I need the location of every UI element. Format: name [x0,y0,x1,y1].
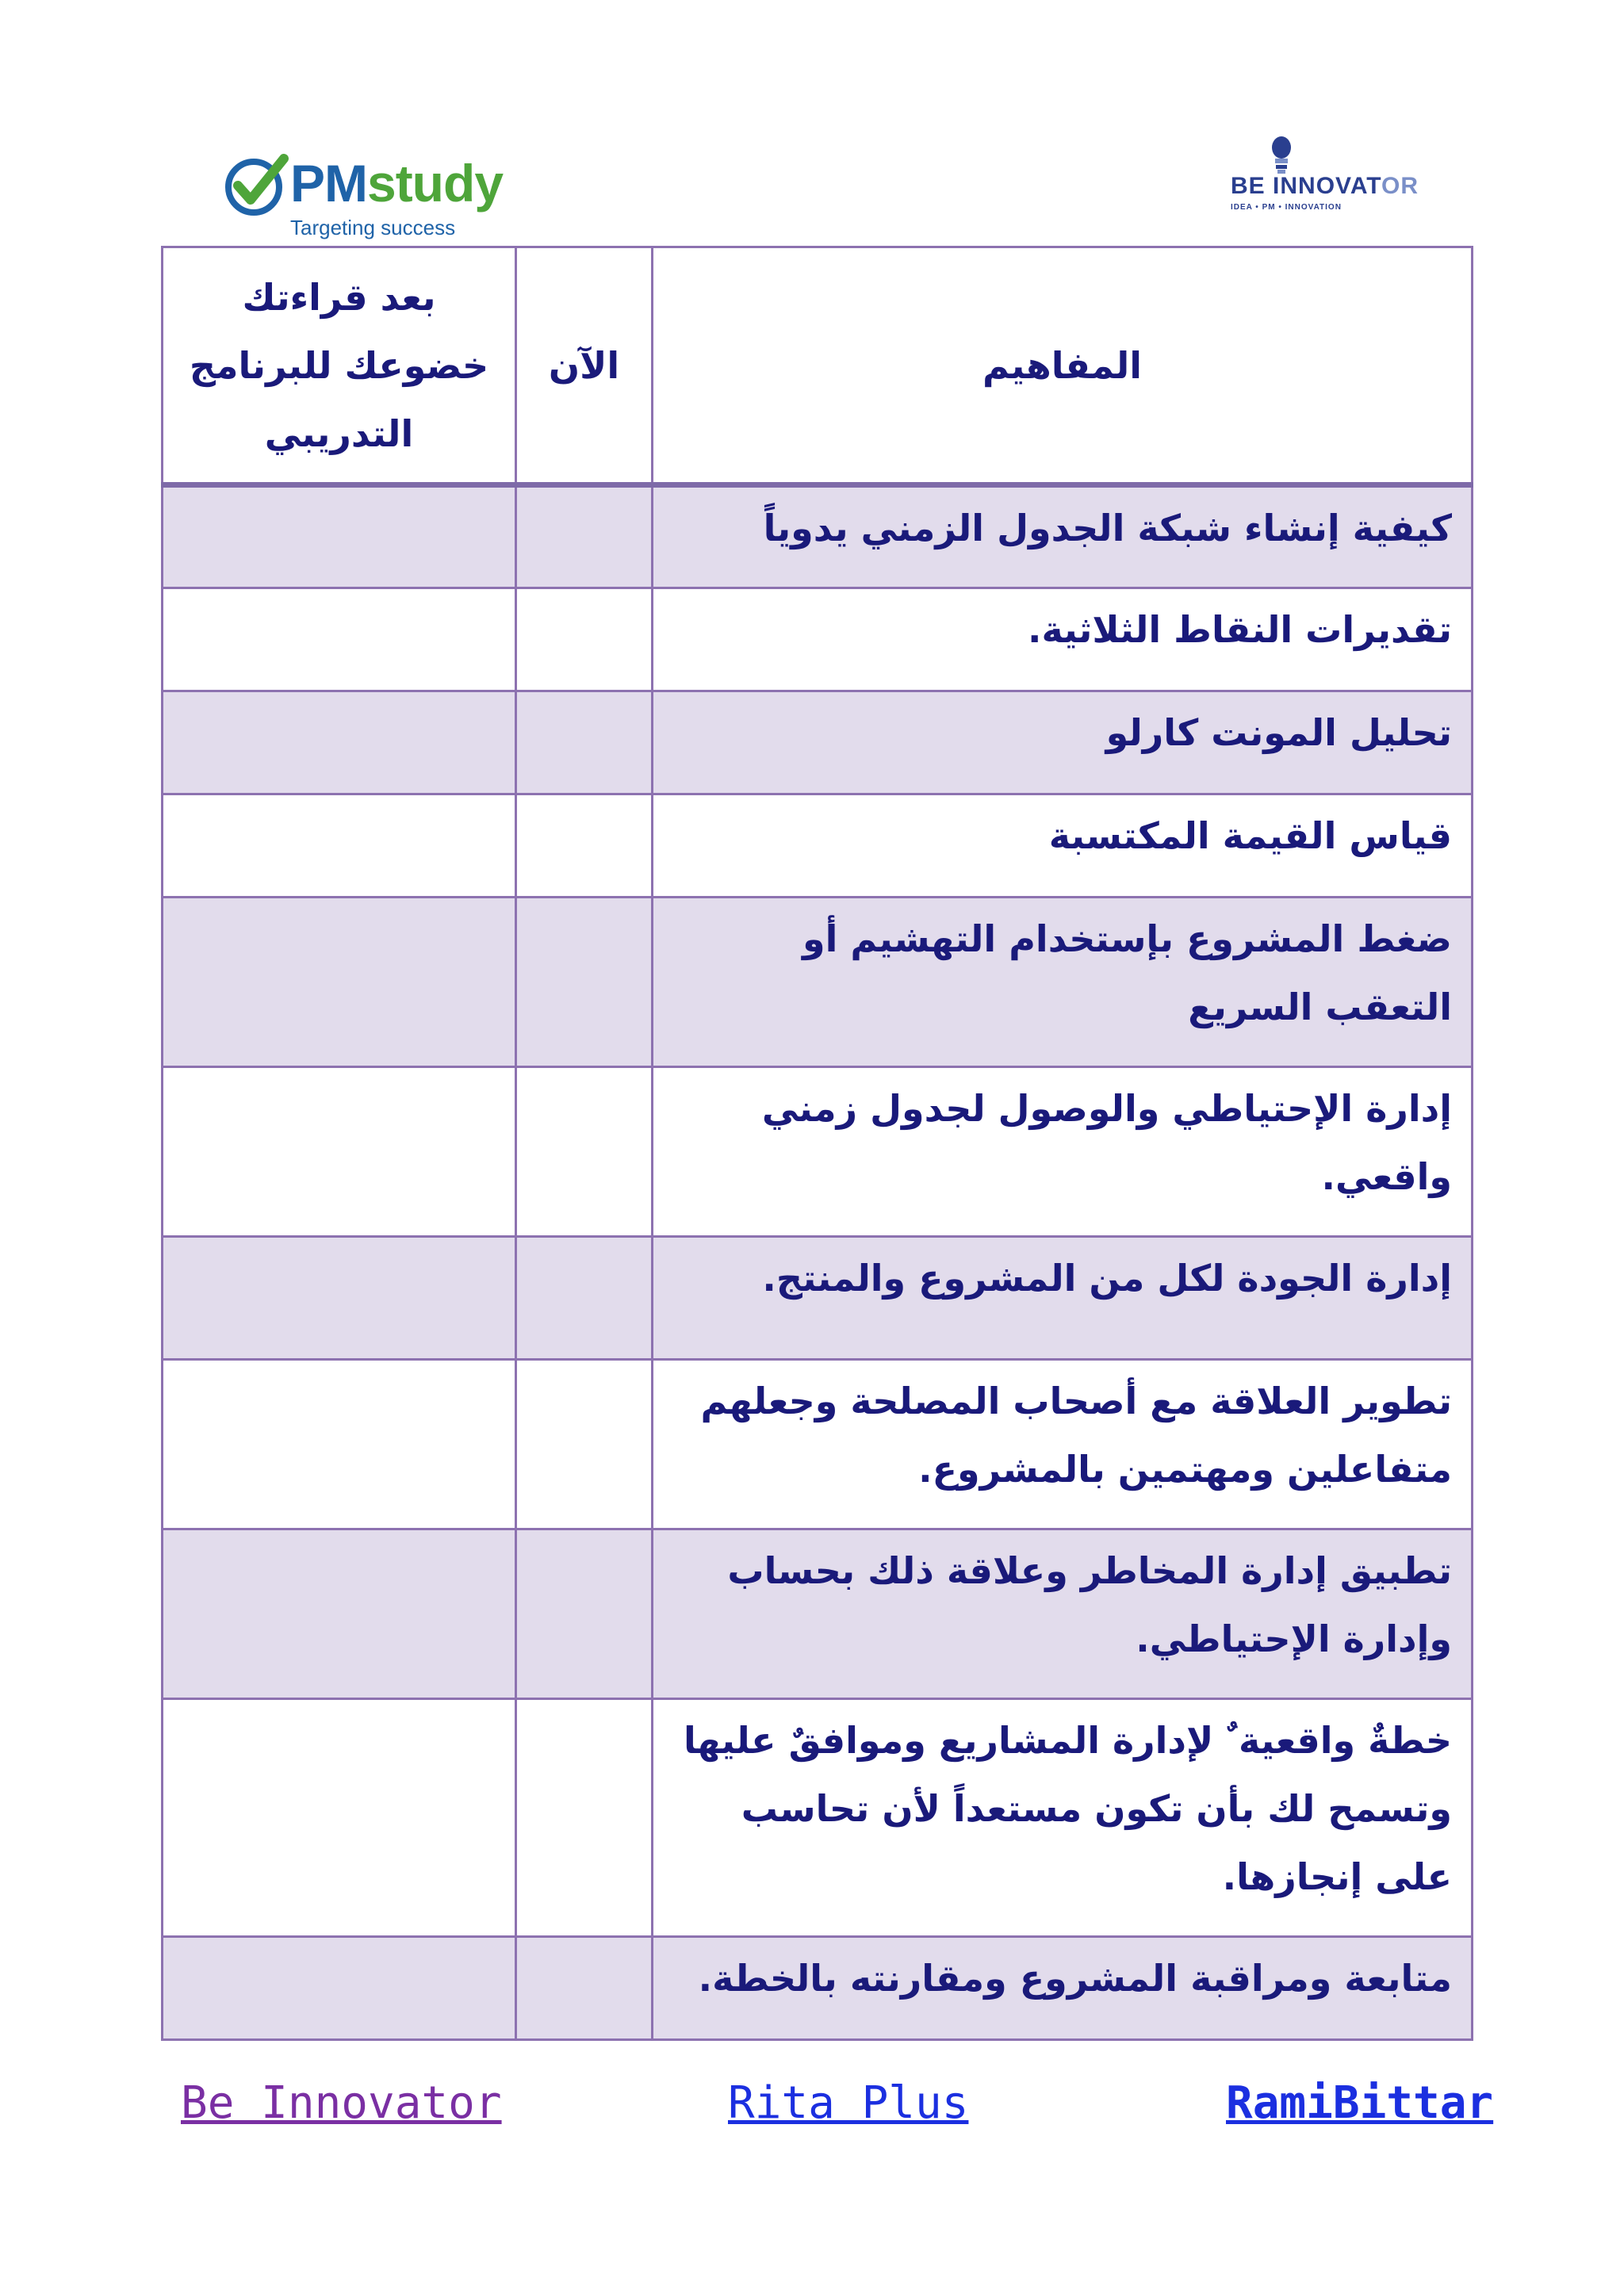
table-row [163,1937,1473,2040]
concept-cell: تطبيق إدارة المخاطر وعلاقة ذلك بحساب وإدارة الإحتياطي. [653,1529,1473,1699]
concept-cell: قياس القيمة المكتسبة [653,794,1473,898]
now-cell[interactable] [516,1937,653,2040]
pmstudy-brand: PMstudy [290,154,504,212]
table-row [163,485,1473,588]
be-innovator-link[interactable]: Be Innovator [181,2077,502,2129]
header-concepts: المفاهيم [653,247,1473,485]
footer-links [0,2077,1624,2141]
table-row [163,794,1473,898]
concepts-table [161,246,1471,2041]
pmstudy-check-icon [220,151,292,222]
table-row [163,691,1473,794]
table-row [163,1360,1473,1529]
concept-cell: تقديرات النقاط الثلاثية. [653,588,1473,691]
now-cell[interactable] [516,691,653,794]
concept-cell: تحليل المونت كارلو [653,691,1473,794]
concept-cell: ضغط المشروع بإستخدام التهشيم أو التعقب السريع [653,898,1473,1067]
now-cell[interactable] [516,1699,653,1937]
table-row [163,1529,1473,1699]
after-cell[interactable] [163,1360,516,1529]
after-cell[interactable] [163,1699,516,1937]
table-header-row [163,247,1473,485]
now-cell[interactable] [516,898,653,1067]
concept-cell: خطةٌ واقعية ٌ لإدارة المشاريع وموافقٌ عليها وتسمح لك بأن تكون مستعداً لأن تحاسب على إنجازها. [653,1699,1473,1937]
after-cell[interactable] [163,898,516,1067]
now-cell[interactable] [516,1360,653,1529]
rita-plus-link[interactable]: Rita Plus [728,2077,969,2129]
be-innovator-logo [1231,133,1453,220]
after-cell[interactable] [163,485,516,588]
table-row [163,588,1473,691]
table-row [163,1699,1473,1937]
concept-cell: متابعة ومراقبة المشروع ومقارنته بالخطة. [653,1937,1473,2040]
now-cell[interactable] [516,1067,653,1237]
after-cell[interactable] [163,691,516,794]
now-cell[interactable] [516,794,653,898]
concept-cell: تطوير العلاقة مع أصحاب المصلحة وجعلهم متفاعلين ومهتمين بالمشروع. [653,1360,1473,1529]
table-row [163,1067,1473,1237]
now-cell[interactable] [516,1237,653,1360]
table-row [163,898,1473,1067]
after-cell[interactable] [163,1937,516,2040]
after-cell[interactable] [163,1237,516,1360]
now-cell[interactable] [516,1529,653,1699]
now-cell[interactable] [516,485,653,588]
concept-cell: كيفية إنشاء شبكة الجدول الزمني يدوياً [653,485,1473,588]
pmstudy-tagline: Targeting success [290,216,456,239]
header-after-training: بعد قراءتك خضوعك للبرنامج التدريبي [163,247,516,485]
rami-bittar-link[interactable]: RamiBittar [1226,2077,1494,2129]
be-innovator-subline: IDEA • PM • INNOVATION [1231,203,1342,212]
after-cell[interactable] [163,1067,516,1237]
concept-cell: إدارة الإحتياطي والوصول لجدول زمني واقعي. [653,1067,1473,1237]
after-cell[interactable] [163,588,516,691]
after-cell[interactable] [163,794,516,898]
pmstudy-logo [220,151,522,246]
now-cell[interactable] [516,588,653,691]
after-cell[interactable] [163,1529,516,1699]
lightbulb-icon [1266,133,1297,176]
concept-cell: إدارة الجودة لكل من المشروع والمنتج. [653,1237,1473,1360]
table-row [163,1237,1473,1360]
be-innovator-wordmark: BE INNOVATOR [1231,173,1419,199]
header-now: الآن [516,247,653,485]
